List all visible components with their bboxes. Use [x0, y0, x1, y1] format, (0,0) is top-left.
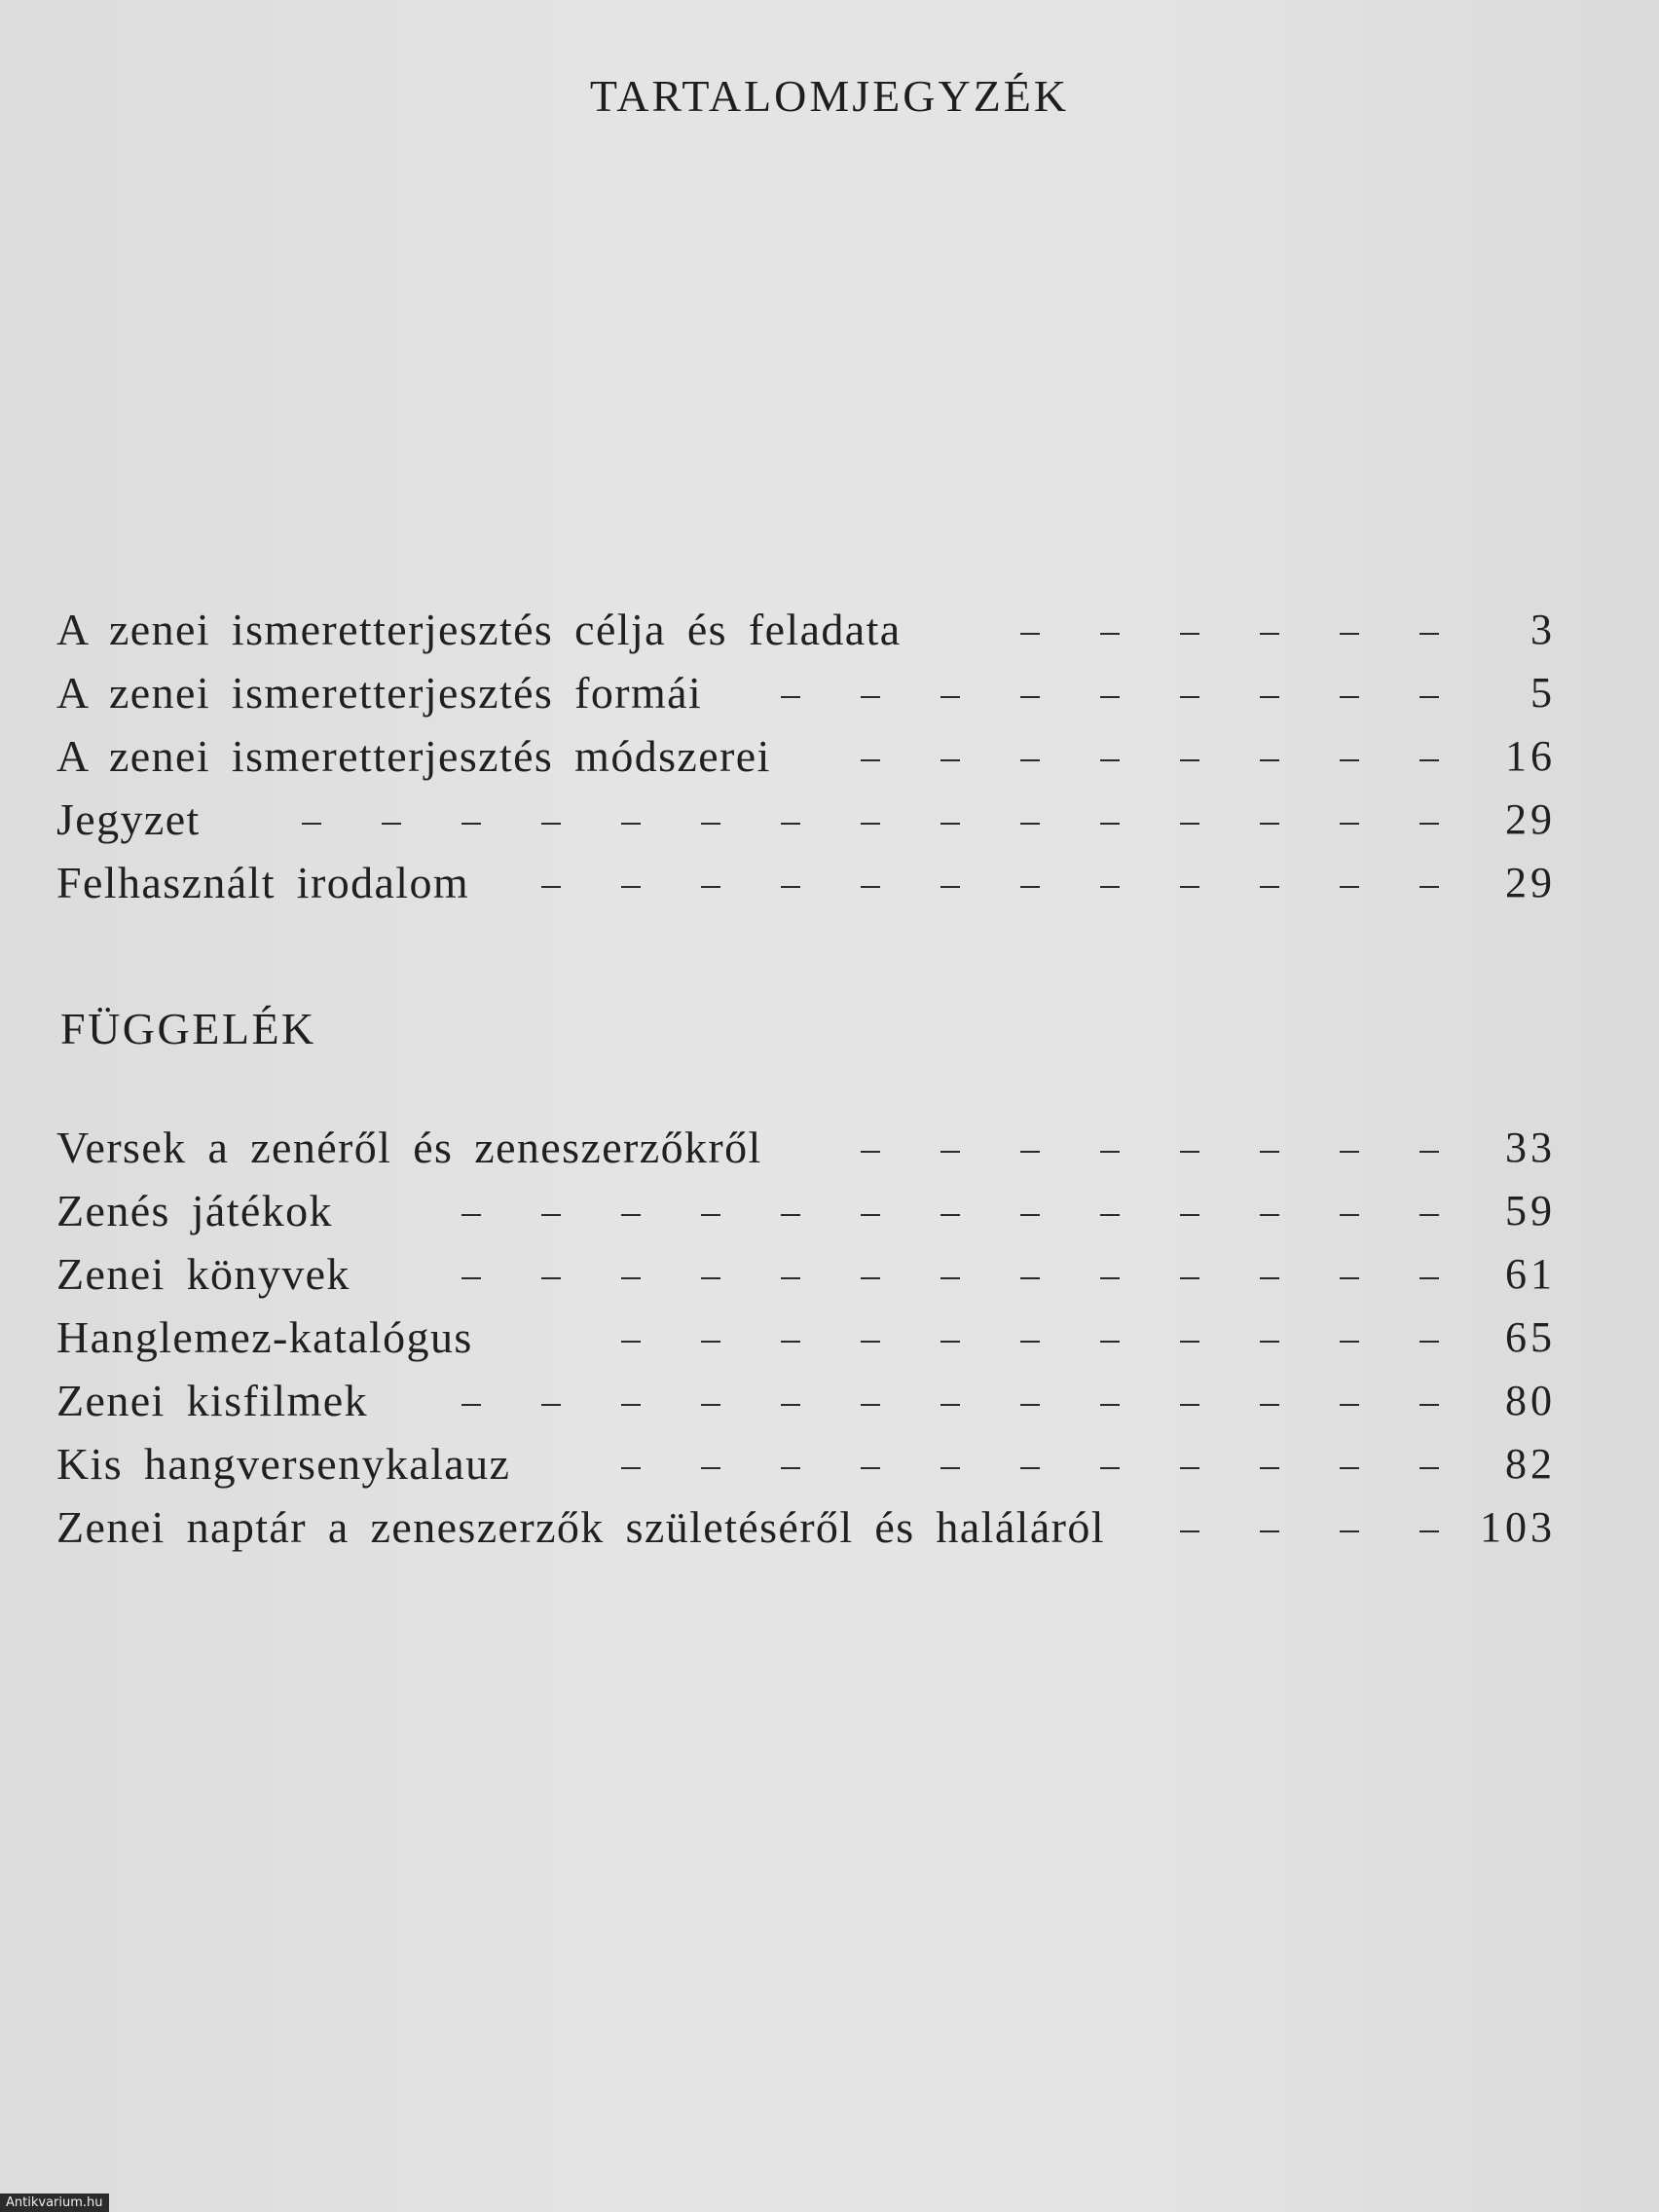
toc-entry-page-number: 16 [1505, 732, 1556, 780]
toc-dash-leader [1117, 1502, 1478, 1553]
leader-dash [1020, 1277, 1040, 1279]
toc-entry-page-number: 59 [1505, 1187, 1556, 1235]
toc-entry [56, 845, 1556, 908]
leader-dash [940, 1214, 960, 1216]
toc-dash-leader [212, 794, 1478, 845]
leader-dash [1180, 1341, 1199, 1343]
leader-dash [1020, 696, 1040, 698]
leader-dash [861, 1467, 880, 1469]
leader-dash [1419, 1404, 1439, 1406]
watermark: Antikvarium.hu [0, 2194, 109, 2212]
leader-dash [861, 886, 880, 888]
leader-dash [781, 1277, 800, 1279]
leader-dash [1100, 759, 1120, 761]
leader-dash [940, 823, 960, 825]
leader-dash [1020, 823, 1040, 825]
leader-dash [940, 1151, 960, 1153]
leader-dash [861, 1214, 880, 1216]
toc-dash-leader [783, 731, 1478, 782]
toc-dash-leader [913, 605, 1478, 655]
leader-dash [541, 1214, 561, 1216]
leader-dash [1419, 696, 1439, 698]
leader-dash [1180, 1277, 1199, 1279]
leader-dash [781, 696, 800, 698]
leader-dash [541, 1277, 561, 1279]
leader-dash [940, 696, 960, 698]
toc-dash-leader [522, 1439, 1478, 1490]
appendix-heading: FÜGGELÉK [60, 1004, 316, 1053]
leader-dash [1260, 1277, 1279, 1279]
leader-dash [1180, 1404, 1199, 1406]
toc-entry [56, 1426, 1556, 1490]
leader-dash [1020, 1151, 1040, 1153]
leader-dash [940, 1277, 960, 1279]
toc-dash-leader [774, 1123, 1478, 1173]
toc-dash-leader [345, 1186, 1478, 1236]
leader-dash [461, 1404, 481, 1406]
leader-dash [1260, 1341, 1279, 1343]
leader-dash [1340, 1151, 1359, 1153]
leader-dash [1020, 886, 1040, 888]
toc-entry-page-number: 33 [1505, 1124, 1556, 1171]
leader-dash [1180, 759, 1199, 761]
toc-entry [56, 1300, 1556, 1363]
leader-dash [861, 1404, 880, 1406]
leader-dash [1260, 633, 1279, 635]
toc-entry [56, 782, 1556, 845]
leader-dash [701, 1214, 720, 1216]
leader-dash [701, 1404, 720, 1406]
leader-dash [1260, 1214, 1279, 1216]
leader-dash [1020, 1404, 1040, 1406]
leader-dash [861, 696, 880, 698]
leader-dash [940, 759, 960, 761]
leader-dash [1260, 823, 1279, 825]
leader-dash [541, 823, 561, 825]
leader-dash [1100, 823, 1120, 825]
toc-entry-title: Zenei könyvek [56, 1249, 350, 1299]
leader-dash [1180, 823, 1199, 825]
leader-dash [1340, 1467, 1359, 1469]
toc-entry-page-number: 61 [1505, 1250, 1556, 1298]
toc-entry [56, 1173, 1556, 1236]
leader-dash [1419, 1530, 1439, 1532]
leader-dash [621, 1277, 641, 1279]
leader-dash [1260, 1151, 1279, 1153]
leader-dash [1340, 886, 1359, 888]
toc-dash-leader [362, 1249, 1478, 1300]
leader-dash [1260, 886, 1279, 888]
leader-dash [1419, 1341, 1439, 1343]
toc-entry-title: Jegyzet [56, 794, 201, 844]
toc-entry-page-number: 82 [1505, 1440, 1556, 1488]
leader-dash [861, 1341, 880, 1343]
toc-entry-title: Hanglemez-katalógus [56, 1312, 473, 1362]
toc-entry-page-number: 103 [1480, 1503, 1556, 1551]
leader-dash [940, 1467, 960, 1469]
leader-dash [461, 1214, 481, 1216]
toc-entry-title: Zenei naptár a zeneszerzők születéséről és haláláról [56, 1502, 1105, 1552]
leader-dash [621, 886, 641, 888]
leader-dash [621, 1341, 641, 1343]
leader-dash [701, 1341, 720, 1343]
leader-dash [861, 1277, 880, 1279]
leader-dash [1419, 823, 1439, 825]
toc-entry [56, 1110, 1556, 1173]
toc-dash-leader [485, 1312, 1478, 1363]
toc-entry-page-number: 29 [1505, 859, 1556, 906]
leader-dash [1419, 1467, 1439, 1469]
leader-dash [1020, 759, 1040, 761]
leader-dash [781, 886, 800, 888]
leader-dash [1260, 1467, 1279, 1469]
leader-dash [382, 823, 401, 825]
leader-dash [861, 1151, 880, 1153]
leader-dash [781, 1341, 800, 1343]
leader-dash [1020, 633, 1040, 635]
leader-dash [1340, 823, 1359, 825]
toc-entry-title: Versek a zenéről és zeneszerzőkről [56, 1123, 762, 1172]
leader-dash [701, 823, 720, 825]
toc-entry-title: A zenei ismeretterjesztés formái [56, 668, 703, 718]
leader-dash [1419, 886, 1439, 888]
leader-dash [621, 823, 641, 825]
leader-dash [1419, 633, 1439, 635]
toc-entry [56, 1236, 1556, 1300]
leader-dash [1180, 633, 1199, 635]
leader-dash [621, 1404, 641, 1406]
leader-dash [701, 886, 720, 888]
leader-dash [1020, 1214, 1040, 1216]
leader-dash [781, 1467, 800, 1469]
leader-dash [1180, 696, 1199, 698]
leader-dash [1100, 886, 1120, 888]
toc-appendix-list [56, 1110, 1556, 1553]
toc-entry-title: Zenei kisfilmek [56, 1376, 368, 1425]
toc-entry-title: Kis hangversenykalauz [56, 1439, 511, 1489]
leader-dash [621, 1214, 641, 1216]
leader-dash [701, 1467, 720, 1469]
leader-dash [940, 1341, 960, 1343]
leader-dash [1260, 696, 1279, 698]
leader-dash [1180, 1151, 1199, 1153]
toc-entry-title: Zenés játékok [56, 1186, 333, 1235]
leader-dash [1100, 696, 1120, 698]
leader-dash [302, 823, 321, 825]
leader-dash [1340, 696, 1359, 698]
leader-dash [1180, 1530, 1199, 1532]
leader-dash [1020, 1341, 1040, 1343]
leader-dash [1100, 1277, 1120, 1279]
leader-dash [1180, 886, 1199, 888]
toc-dash-leader [714, 668, 1478, 719]
leader-dash [1260, 759, 1279, 761]
leader-dash [1260, 1530, 1279, 1532]
leader-dash [1340, 633, 1359, 635]
leader-dash [1340, 759, 1359, 761]
leader-dash [861, 823, 880, 825]
leader-dash [541, 1404, 561, 1406]
page-title: TARTALOMJEGYZÉK [589, 71, 1070, 121]
leader-dash [1340, 1214, 1359, 1216]
leader-dash [541, 886, 561, 888]
leader-dash [1020, 1467, 1040, 1469]
leader-dash [861, 759, 880, 761]
toc-dash-leader [481, 858, 1478, 908]
leader-dash [1340, 1404, 1359, 1406]
leader-dash [1340, 1530, 1359, 1532]
leader-dash [1180, 1467, 1199, 1469]
leader-dash [940, 886, 960, 888]
leader-dash [1260, 1404, 1279, 1406]
toc-entry [56, 1490, 1556, 1553]
leader-dash [701, 1277, 720, 1279]
toc-entry-page-number: 80 [1505, 1377, 1556, 1424]
toc-entry-title: A zenei ismeretterjesztés célja és feladata [56, 605, 902, 654]
leader-dash [1100, 1404, 1120, 1406]
leader-dash [1419, 1214, 1439, 1216]
leader-dash [1100, 1214, 1120, 1216]
leader-dash [461, 1277, 481, 1279]
leader-dash [1419, 1151, 1439, 1153]
leader-dash [1419, 759, 1439, 761]
leader-dash [1100, 633, 1120, 635]
leader-dash [940, 1404, 960, 1406]
toc-entry-title: Felhasznált irodalom [56, 858, 470, 907]
leader-dash [1100, 1341, 1120, 1343]
leader-dash [621, 1467, 641, 1469]
toc-entry-page-number: 5 [1530, 669, 1556, 717]
leader-dash [781, 823, 800, 825]
toc-entry-page-number: 29 [1505, 795, 1556, 843]
leader-dash [1100, 1467, 1120, 1469]
leader-dash [781, 1404, 800, 1406]
leader-dash [781, 1214, 800, 1216]
toc-entry-page-number: 3 [1530, 606, 1556, 653]
leader-dash [1340, 1341, 1359, 1343]
toc-entry-page-number: 65 [1505, 1313, 1556, 1361]
leader-dash [1419, 1277, 1439, 1279]
leader-dash [1340, 1277, 1359, 1279]
toc-entry [56, 592, 1556, 655]
leader-dash [1100, 1151, 1120, 1153]
toc-entry [56, 719, 1556, 782]
toc-entry [56, 1363, 1556, 1426]
toc-entry-title: A zenei ismeretterjesztés módszerei [56, 731, 771, 781]
leader-dash [1180, 1214, 1199, 1216]
leader-dash [461, 823, 481, 825]
toc-dash-leader [380, 1376, 1478, 1426]
toc-main-list [56, 592, 1556, 908]
toc-entry [56, 655, 1556, 719]
